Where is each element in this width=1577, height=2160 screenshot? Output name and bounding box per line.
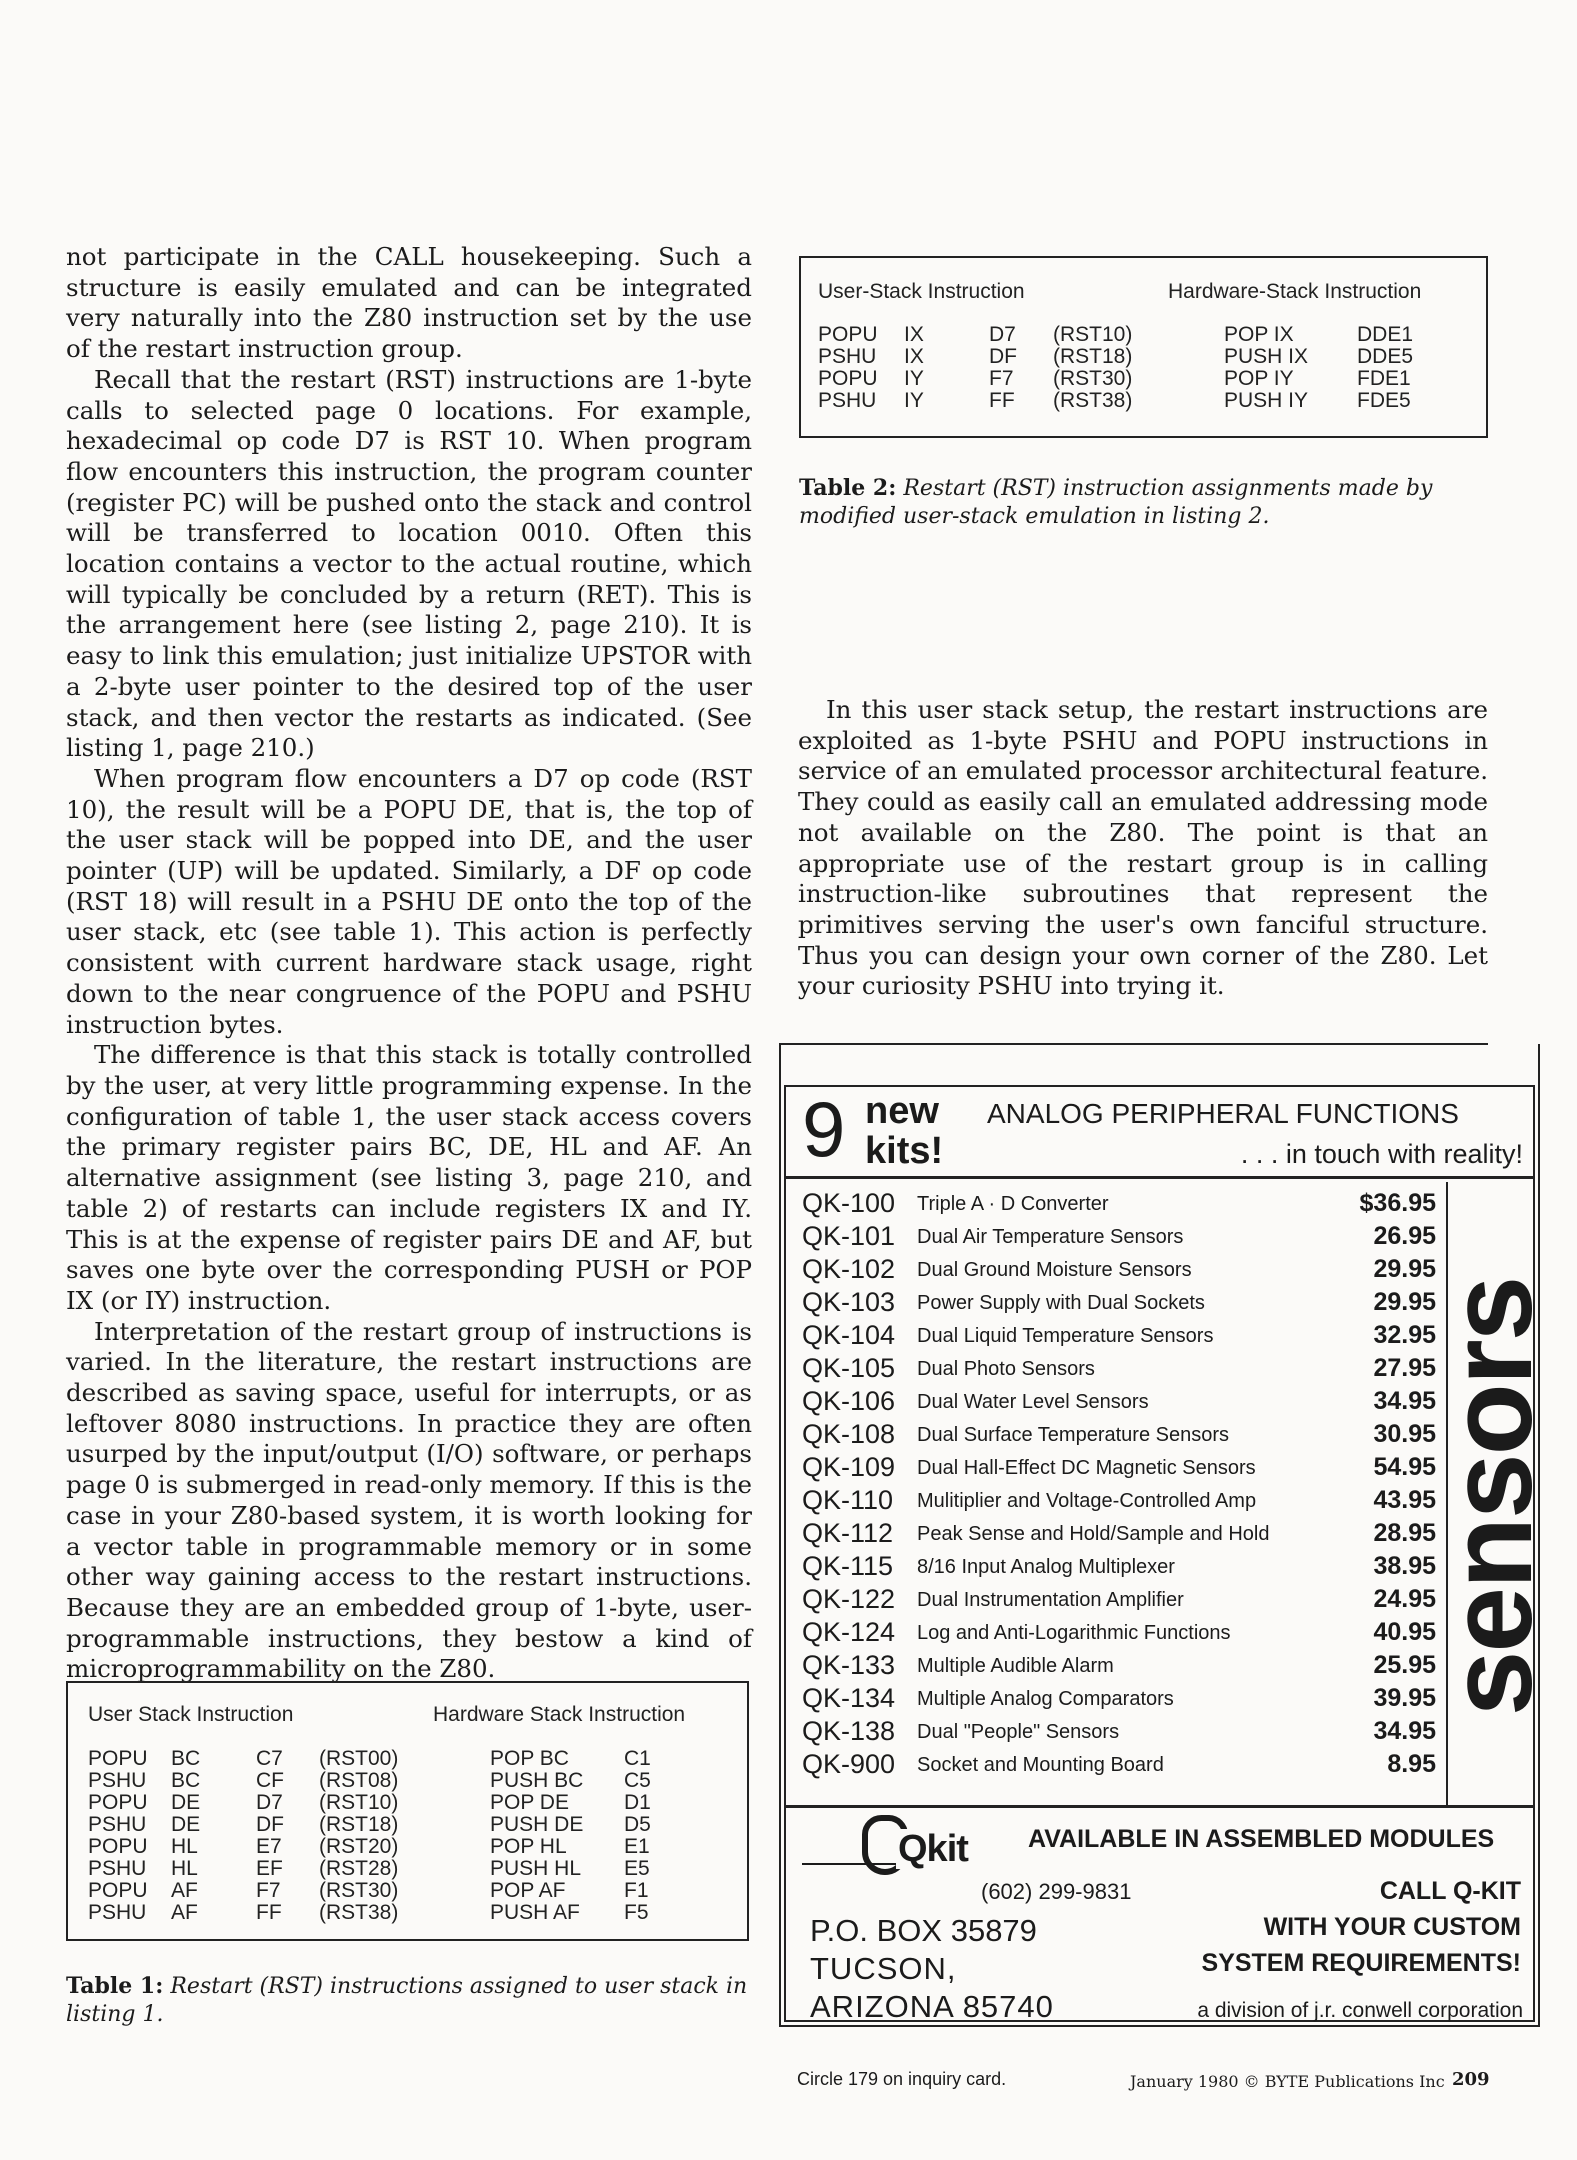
kit-code: QK-115	[802, 1551, 894, 1581]
kit-price: 30.95	[1373, 1420, 1436, 1448]
kit-description: Dual Liquid Temperature Sensors	[917, 1325, 1214, 1347]
kit-description: Dual "People" Sensors	[917, 1721, 1120, 1743]
sensors-wordmark: sensors	[1425, 1277, 1557, 1717]
kits-label: kits!	[865, 1130, 944, 1172]
custom-line-1: WITH YOUR CUSTOM	[1263, 1913, 1521, 1941]
sensors-panel	[1425, 1182, 1557, 1805]
kit-description: Multiple Analog Comparators	[917, 1688, 1174, 1710]
kit-description: Multiple Audible Alarm	[917, 1655, 1114, 1677]
list-item	[786, 1287, 1446, 1320]
ad-heading: ANALOG PERIPHERAL FUNCTIONS	[987, 1098, 1459, 1129]
kit-code: QK-109	[802, 1452, 896, 1482]
kit-price: 26.95	[1373, 1222, 1436, 1250]
table-column: (RST00) (RST08) (RST10) (RST18) (RST20) (RST28) (RST30) (RST38)	[319, 1747, 399, 1924]
table-2	[799, 256, 1488, 438]
table-header: Hardware-Stack Instruction	[1168, 280, 1422, 303]
paragraph: When program flow encounters a D7 op code (RST 10), the result will be a POPU DE, that is, the top of the user stack will be popped into DE, and the user pointer (UP) will be updated. Similarly, a DF op code (RST 18) will result in a PSHU DE onto the top of the user stack, etc (see table 1). This action is perfectly consistent with current hardware stack usage, right down to the near congruence of the POPU and PSHU instruction bytes.	[66, 763, 752, 1039]
list-item	[786, 1485, 1446, 1518]
kit-price: 43.95	[1373, 1486, 1436, 1514]
kit-code: QK-110	[802, 1485, 894, 1515]
kit-price: 34.95	[1373, 1387, 1436, 1415]
caption-label: Table 2:	[799, 475, 897, 501]
po-box: P.O. BOX 35879	[810, 1913, 1037, 1948]
ad-divider	[786, 1805, 1533, 1808]
kit-description: Dual Hall-Effect DC Magnetic Sensors	[917, 1457, 1256, 1479]
table-column: POP IX PUSH IX POP IY PUSH IY	[1224, 323, 1309, 412]
kit-code: QK-108	[802, 1419, 896, 1449]
kit-description: Dual Water Level Sensors	[917, 1391, 1149, 1413]
table-header: User-Stack Instruction	[818, 280, 1025, 303]
list-item	[786, 1584, 1446, 1617]
inquiry-note: Circle 179 on inquiry card.	[797, 2069, 1007, 2089]
page-number: 209	[1452, 2069, 1490, 2090]
table-column: BC BC DE DE HL HL AF AF	[171, 1747, 201, 1924]
kit-price: 8.95	[1387, 1750, 1436, 1778]
table-column: (RST10) (RST18) (RST30) (RST38)	[1053, 323, 1133, 412]
table-column: POPU PSHU POPU PSHU	[818, 323, 878, 412]
kit-price: 40.95	[1373, 1618, 1436, 1646]
table-header: Hardware Stack Instruction	[433, 1703, 686, 1726]
table-2-caption	[799, 474, 1489, 531]
list-item	[786, 1749, 1446, 1782]
kit-code: QK-133	[802, 1650, 896, 1680]
kit-description: Dual Instrumentation Amplifier	[917, 1589, 1184, 1611]
kit-code: QK-124	[802, 1617, 896, 1647]
big-number: 9	[802, 1085, 846, 1173]
phone-number: (602) 299-9831	[981, 1879, 1132, 1904]
paragraph: Interpretation of the restart group of instructions is varied. In the literature, the restart instructions are described as saving space, useful for interrupts, or as leftover 8080 instructions. In practice they are often usurped by the input/output (I/O) software, or perhaps page 0 is submerged in read-only memory. If this is the case in your Z80-based system, it is worth looking for a vector table in programmable memory or in some other way gaining access to the restart instructions. Because they are an embedded group of 1-byte, user-programmable instructions, they bestow a kind of microprogrammability on the Z80.	[66, 1316, 752, 1684]
list-item	[786, 1221, 1446, 1254]
kit-description: Dual Surface Temperature Sensors	[917, 1424, 1230, 1446]
table-column: C7 CF D7 DF E7 EF F7 FF	[256, 1747, 284, 1924]
caption-text: Restart (RST) instruction assignments made by modified user-stack emulation in listing 2.	[799, 476, 1433, 529]
kit-description: Dual Air Temperature Sensors	[917, 1226, 1184, 1248]
paragraph: Recall that the restart (RST) instructions are 1-byte calls to selected page 0 locations. For example, hexadecimal op code D7 is RST 10. When program flow encounters this instruction, the program counter (register PC) will be pushed onto the stack and control will be transferred to location 0010. Often this location contains a vector to the actual routine, which will typically be concluded by a return (RET). This is the arrangement here (see listing 2, page 210). It is easy to link this emulation; just initialize UPSTOR with a 2-byte user pointer to the desired top of the user stack, and then vector the restarts as indicated. (See listing 1, page 210.)	[66, 364, 752, 763]
list-item	[786, 1188, 1446, 1221]
paragraph: The difference is that this stack is totally controlled by the user, at very little programming expense. In the configuration of table 1, the user stack access covers the primary register pairs BC, DE, HL and AF. An alternative assignment (see listing 3, page 210, and table 2) of restarts can include registers IX and IY. This is at the expense of register pairs DE and AF, but saves one byte over the corresponding PUSH or POP IX (or IY) instruction.	[66, 1040, 752, 1315]
table-column: DDE1 DDE5 FDE1 FDE5	[1357, 323, 1414, 412]
paragraph: not participate in the CALL housekeeping. Such a structure is easily emulated and can be integrated very naturally into the Z80 instruction set by the use of the restart instruction group.	[66, 242, 752, 364]
kit-price: 24.95	[1373, 1585, 1436, 1613]
qkit-logo	[836, 1815, 1036, 1889]
kit-code: QK-112	[802, 1518, 894, 1548]
kit-description: Log and Anti-Logarithmic Functions	[917, 1622, 1231, 1644]
kit-price: 38.95	[1373, 1552, 1436, 1580]
kit-description: Peak Sense and Hold/Sample and Hold	[917, 1523, 1270, 1545]
list-item	[786, 1254, 1446, 1287]
kit-description: Triple A · D Converter	[917, 1193, 1109, 1215]
caption-label: Table 1:	[66, 1973, 164, 1999]
list-item	[786, 1551, 1446, 1584]
list-item	[786, 1650, 1446, 1683]
kit-description: 8/16 Input Analog Multiplexer	[917, 1556, 1175, 1578]
kit-code: QK-106	[802, 1386, 896, 1416]
table-1	[66, 1681, 749, 1941]
qkit-advertisement	[779, 1044, 1557, 2027]
kit-code: QK-103	[802, 1287, 896, 1317]
list-item	[786, 1320, 1446, 1353]
custom-line-2: SYSTEM REQUIREMENTS!	[1201, 1949, 1521, 1977]
table-1-caption	[66, 1972, 756, 2029]
assembled-modules: AVAILABLE IN ASSEMBLED MODULES	[1028, 1825, 1495, 1853]
list-item	[786, 1716, 1446, 1749]
logo-wordmark: Qkit	[898, 1828, 968, 1870]
table-column: POPU PSHU POPU PSHU POPU PSHU POPU PSHU	[88, 1747, 148, 1924]
kit-price: 34.95	[1373, 1717, 1436, 1745]
list-item	[786, 1419, 1446, 1452]
call-qkit: CALL Q-KIT	[1379, 1877, 1521, 1905]
list-item	[786, 1617, 1446, 1650]
kit-code: QK-100	[802, 1188, 896, 1218]
list-item	[786, 1452, 1446, 1485]
table-column: C1 C5 D1 D5 E1 E5 F1 F5	[624, 1747, 651, 1924]
kit-code: QK-101	[802, 1221, 896, 1251]
kit-list	[786, 1188, 1456, 1908]
kit-description: Mulitiplier and Voltage-Controlled Amp	[917, 1490, 1257, 1512]
kit-price: 25.95	[1373, 1651, 1436, 1679]
list-item	[786, 1683, 1446, 1716]
division-note: a division of j.r. conwell corporation	[1197, 1999, 1523, 2022]
kit-price: 29.95	[1373, 1288, 1436, 1316]
table-header: User Stack Instruction	[88, 1703, 294, 1726]
city: TUCSON,	[810, 1951, 957, 1986]
kit-price: 39.95	[1373, 1684, 1436, 1712]
table-column: IX IX IY IY	[904, 323, 924, 412]
ad-tagline: . . . in touch with reality!	[1240, 1139, 1523, 1169]
kit-description: Dual Photo Sensors	[917, 1358, 1095, 1380]
kit-price: 32.95	[1373, 1321, 1436, 1349]
kit-price: $36.95	[1359, 1189, 1436, 1217]
kit-description: Socket and Mounting Board	[917, 1754, 1164, 1776]
list-item	[786, 1518, 1446, 1551]
kit-price: 29.95	[1373, 1255, 1436, 1283]
kit-code: QK-105	[802, 1353, 896, 1383]
kit-code: QK-900	[802, 1749, 896, 1779]
kit-price: 28.95	[1373, 1519, 1436, 1547]
right-column-text: In this user stack setup, the restart instructions are exploited as 1-byte PSHU and POPU instructions in service of an emulated processor architectural feature. They could as easily call an emulated addressing mode not available on the Z80. The point is that an appropriate use of the restart group is in calling instruction-like subroutines that represent the primitives serving the user's own fanciful structure. Thus you can design your own corner of the Z80. Let your curiosity PSHU into trying it.	[798, 695, 1488, 1001]
ad-frame	[784, 1085, 1557, 2024]
caption-text: Restart (RST) instructions assigned to user stack in listing 1.	[66, 1974, 748, 2027]
publication-credit: January 1980 © BYTE Publications Inc	[1130, 2072, 1445, 2091]
kit-description: Dual Ground Moisture Sensors	[917, 1259, 1192, 1281]
list-item	[786, 1353, 1446, 1386]
kit-code: QK-138	[802, 1716, 896, 1746]
table-column: POP BC PUSH BC POP DE PUSH DE POP HL PUSH HL POP AF PUSH AF	[490, 1747, 584, 1924]
ad-divider	[786, 1176, 1533, 1179]
kit-description: Power Supply with Dual Sockets	[917, 1292, 1205, 1314]
kit-code: QK-104	[802, 1320, 896, 1350]
kit-code: QK-102	[802, 1254, 896, 1284]
kit-price: 54.95	[1373, 1453, 1436, 1481]
kit-code: QK-134	[802, 1683, 896, 1713]
new-label: new	[865, 1090, 939, 1132]
kit-code: QK-122	[802, 1584, 896, 1614]
state-zip: ARIZONA 85740	[810, 1989, 1054, 2024]
left-column-text	[66, 242, 752, 1685]
table-column: D7 DF F7 FF	[989, 323, 1017, 412]
list-item	[786, 1386, 1446, 1419]
kit-price: 27.95	[1373, 1354, 1436, 1382]
